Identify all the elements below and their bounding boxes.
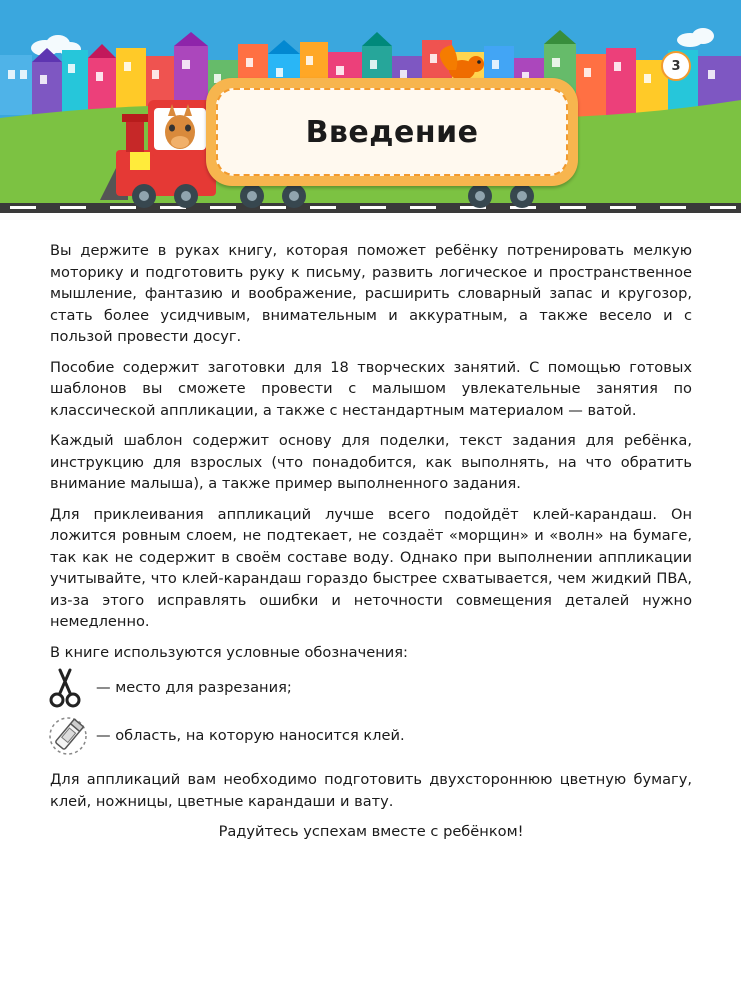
paragraph-3: Каждый шаблон содержит основу для поделки, текст задания для ребёнка, инструкцию для взрослых (что понадобится, как выполнять, на что обратить внимание малыша), а также пример выполненного задания. [50,432,692,492]
legend-glue-row [46,715,692,757]
intro-text-block [50,240,692,852]
closing-wish: Радуйтесь успехам вместе с ребёнком! [218,823,524,840]
scissors-icon [46,667,90,709]
page-title: Введение [305,114,479,150]
page-number: 3 [661,51,691,81]
paragraph-2: Пособие содержит заготовки для 18 творческих занятий. С помощью готовых шаблонов вы сможете провести с малышом увлекательные занятия по классической аппликации, а также с нестандартным материалом — ватой. [50,358,692,419]
paragraph-1: Вы держите в руках книгу, которая поможет ребёнку потренировать мелкую моторику и подготовить руку к письму, развить логическое и пространственное мышление, фантазию и воображение, расширить словарный запас и кругозор, стать более усидчивым, внимательным и аккуратным, а также весело и с пользой провести досуг. [50,242,692,345]
glue-stick-icon [46,715,90,757]
legend-cut-text: — место для разрезания; [96,679,292,697]
legend-cut-row [46,667,692,709]
title-card [206,78,578,186]
paragraph-4: Для приклеивания аппликаций лучше всего подойдёт клей-карандаш. Он ложится ровным слоем, не подтекает, не создаёт «морщин» и «волн» на бумаге, так как не содержит в своём составе воду. Однако при выполнении аппликации учитывайте, что клей-карандаш гораздо быстрее схватывается, чем жидкий ПВА, из-за этого исправлять ошибки и неточности совмещения деталей нужно немедленно. [50,505,692,630]
legend-intro: В книге используются условные обозначения: [50,643,408,661]
legend-glue-text: — область, на которую наносится клей. [96,727,405,745]
materials-paragraph: Для аппликаций вам необходимо подготовить двухстороннюю цветную бумагу, клей, ножницы, цветные карандаши и вату. [50,771,692,810]
title-card-inner [216,88,568,176]
header-illustration [0,0,741,225]
